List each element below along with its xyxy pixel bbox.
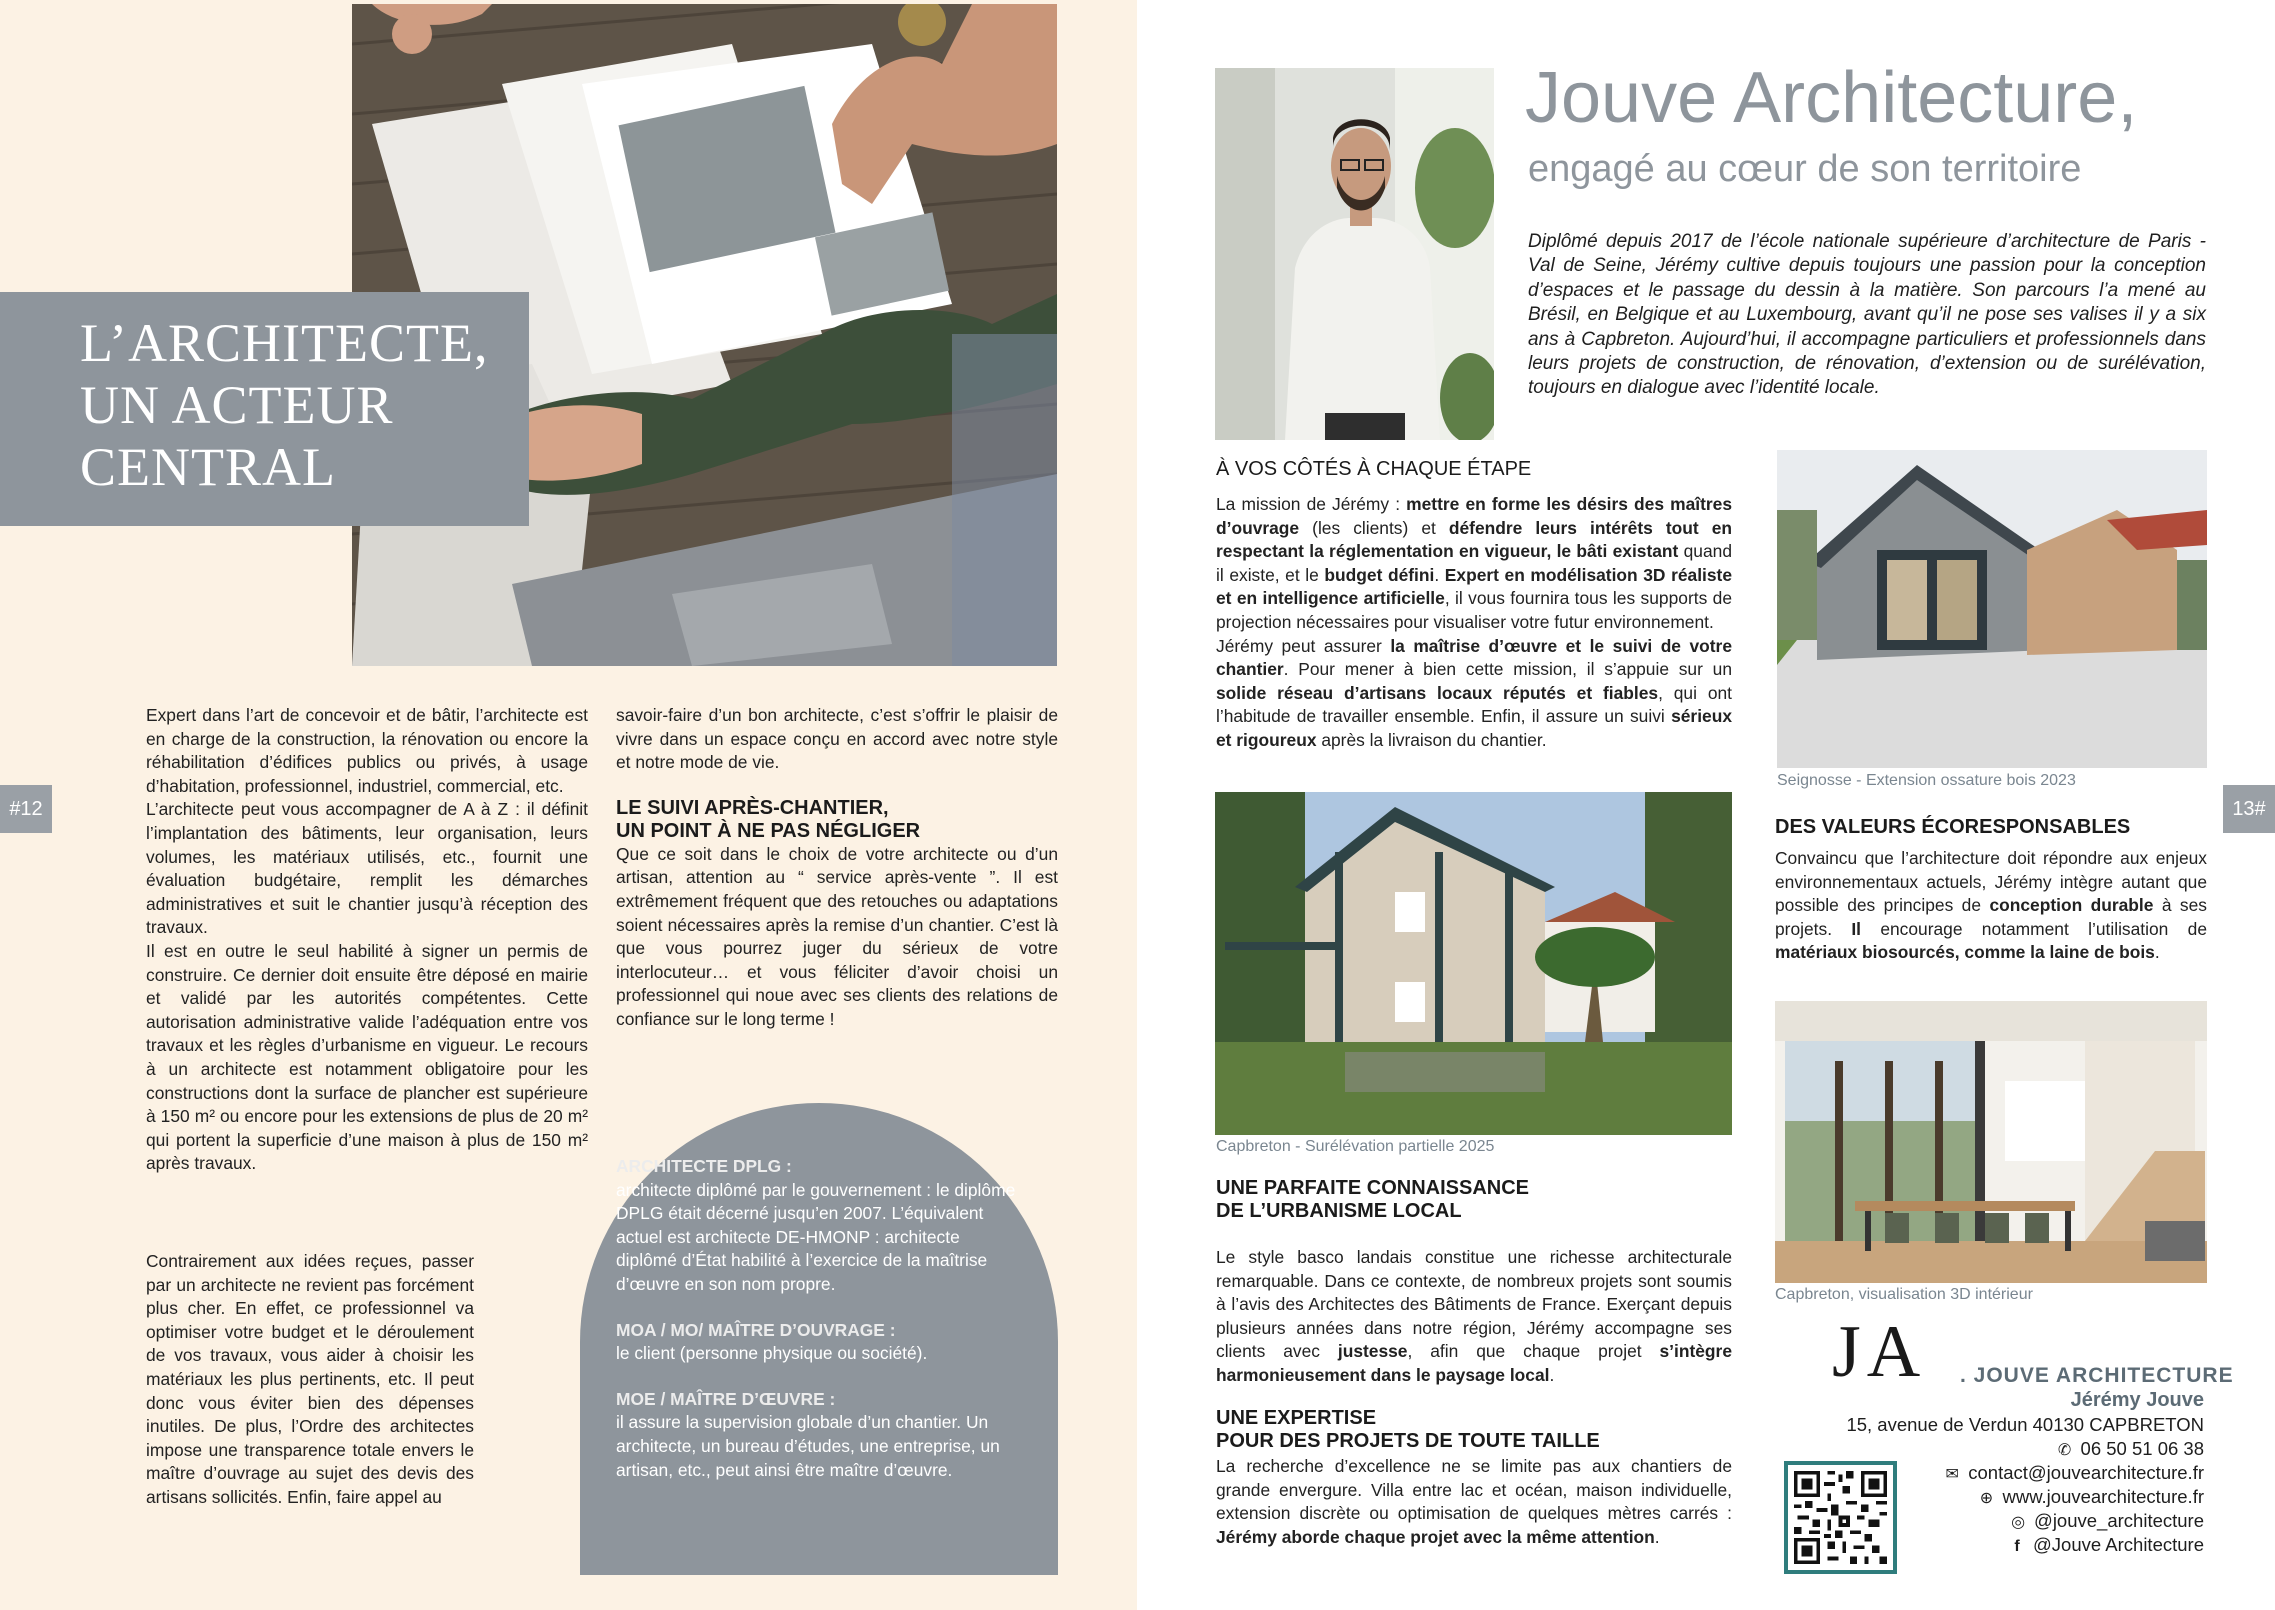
s1-bold-2: défendre leurs intérêts tout en respectant la réglementation en vigueur, le bâti existant xyxy=(1216,517,1733,562)
left-page xyxy=(0,0,1137,1610)
s1-bold-6: la maîtrise d’œuvre et le suivi de votre chantier xyxy=(1216,635,1733,680)
eco-values-heading: DES VALEURS ÉCORESPONSABLES xyxy=(1775,816,2131,838)
left-column-1 xyxy=(146,704,588,1200)
aftercare-heading-line-1: LE SUIVI APRÈS-CHANTIER, xyxy=(616,796,889,819)
s1-bold-4: Expert en modélisation 3D réaliste et en intelligence artificielle xyxy=(1216,564,1732,609)
s2-text-2: , afin que chaque projet xyxy=(1407,1341,1660,1362)
urbanism-heading-line-1: UNE PARFAITE CONNAISSANCE xyxy=(1216,1177,1529,1199)
glossary-definition-2: le client (personne physique ou société). xyxy=(616,1343,928,1364)
contact-phone-text: 06 50 51 06 38 xyxy=(2080,1438,2204,1459)
s1-text-3: quand il existe, et le xyxy=(1216,541,1732,585)
contact-email[interactable] xyxy=(1942,1461,2204,1487)
s4-text-2: à ses projets. xyxy=(1775,895,2207,939)
s1-bold-7: solide réseau d’artisans locaux réputés et fiables xyxy=(1216,682,1659,703)
qr-code-pattern xyxy=(1794,1471,1887,1564)
capbreton-house-illustration xyxy=(1215,792,1732,1135)
caption-interior: Capbreton, visualisation 3D intérieur xyxy=(1775,1286,2033,1303)
section-each-step xyxy=(1216,458,1732,753)
aftercare-heading xyxy=(616,797,1058,843)
contact-instagram[interactable] xyxy=(2008,1509,2204,1535)
contact-email-text: contact@jouvearchitecture.fr xyxy=(1968,1462,2204,1483)
contact-instagram-text: @jouve_architecture xyxy=(2034,1510,2204,1531)
glossary-term-1: ARCHITECTE DPLG xyxy=(616,1156,782,1176)
s4-bold-3: matériaux biosourcés, comme la laine de bois xyxy=(1775,942,2155,963)
caption-seignosse: Seignosse - Extension ossature bois 2023 xyxy=(1777,772,2076,789)
caption-capbreton-place: Capbreton xyxy=(1216,1138,1291,1155)
facebook-icon: f xyxy=(2014,1538,2020,1555)
s4-text-1: Convaincu que l’architecture doit répondre aux enjeux environnementaux actuels, Jérémy intègre autant que possible des principes de xyxy=(1775,848,2207,916)
section-title xyxy=(80,312,529,498)
s1-bold-3: budget défini xyxy=(1324,564,1435,585)
phone-icon: ✆ xyxy=(2057,1442,2072,1459)
s2-text-3: . xyxy=(1549,1364,1555,1385)
photo-interior-3d xyxy=(1775,1001,2207,1283)
col1-paragraph-3: Il est en outre le seul habilité à signer un permis de construire. Ce dernier doit ensuite être déposé en mairie et validé par les autorités compétentes. Cette autorisation administrative valide l’adéquation entre vos travaux et les règles d’urbanisme en vigueur. Le recours à un architecte est notamment obligatoire pour les constructions dont la surface de plancher est supérieure à 150 m² ou encore pour les extensions de plus de 20 m² qui portent la superficie d’une maison à plus de 150 m² après travaux. xyxy=(146,940,588,1174)
globe-icon: ⊕ xyxy=(1979,1490,1994,1507)
portrait-photo xyxy=(1215,68,1494,440)
section-eco-values xyxy=(1775,816,2207,965)
brand-name: . JOUVE ARCHITECTURE xyxy=(1960,1364,2234,1387)
company-intro: Diplômé depuis 2017 de l’école nationale supérieure d’architecture de Paris - Val de Seine, Jérémy cultive depuis toujours une passion pour la conception d’espaces et le passage du dessin à la matière. Son parcours l’a mené au Brésil, en Belgique et au Luxembourg, avant qu’il ne pose ses valises il y a six ans à Capbreton. Aujourd’hui, il accompagne particuliers et professionnels dans leurs projets de construction, de rénovation, d’extension ou de surélévation, toujours en dialogue avec l’identité locale. xyxy=(1528,231,2206,399)
contact-website-text: www.jouvearchitecture.fr xyxy=(2002,1486,2204,1507)
interior-illustration xyxy=(1775,1001,2207,1283)
contact-facebook[interactable] xyxy=(2007,1533,2204,1559)
col2-paragraph-1: savoir-faire d’un bon architecte, c’est s’offrir le plaisir de vivre dans un espace conçu en accord avec notre style et notre mode de vie. xyxy=(616,705,1058,773)
title-line-2: UN ACTEUR xyxy=(80,375,394,435)
title-line-3: CENTRAL xyxy=(80,437,336,497)
s1-text-9: après la livraison du chantier. xyxy=(1316,729,1547,750)
left-column-1-bottom xyxy=(146,1250,474,1510)
glossary-term-2: MOA / MO/ MAÎTRE D’OUVRAGE xyxy=(616,1319,885,1340)
photo-capbreton-elevation xyxy=(1215,792,1732,1135)
seignosse-illustration xyxy=(1777,450,2207,768)
glossary-sep-1: : xyxy=(781,1156,792,1176)
col1-paragraph-2: L’architecte peut vous accompagner de A à Z : il définit l’implantation des bâtiments, leur organisation, leurs volumes, les matériaux utilisés, etc., fournit une évaluation budgétaire, remplit les démarches administratives et suit le chantier jusqu’à réception des travaux. xyxy=(146,799,588,938)
each-step-heading: À VOS CÔTÉS À CHAQUE ÉTAPE xyxy=(1216,458,1532,480)
s1-text-5: , il vous fournira tous les supports de projection nécessaires pour visualiser votre futur environnement. xyxy=(1216,588,1733,632)
left-column-2 xyxy=(616,704,1058,1032)
s2-bold-1: justesse xyxy=(1337,1341,1408,1362)
each-step-paragraph-1 xyxy=(1216,493,1732,635)
section-urbanism xyxy=(1216,1177,1732,1388)
contact-address: 15, avenue de Verdun 40130 CAPBRETON xyxy=(1846,1414,2204,1435)
section-title-box xyxy=(0,292,529,526)
eco-values-paragraph xyxy=(1775,847,2207,965)
s1-bold-8: sérieux et rigoureux xyxy=(1216,706,1732,750)
glossary-definition-1: architecte diplômé par le gouvernement : le diplôme DPLG était décerné jusqu’en 2007. L’équivalent actuel est architecte DE-HMONP : architecte diplômé d’État habilité à l’exercice de la maîtrise d’œuvre en son nom propre. xyxy=(616,1179,1016,1294)
glossary-entry-1 xyxy=(616,1155,1018,1297)
col1-paragraph-1: Expert dans l’art de concevoir et de bâtir, l’architecte est en charge de la construction, la rénovation ou encore la réhabilitation d’édifices publics ou privés, à usage d’habitation, professionnel, industriel, commercial, etc. xyxy=(146,705,588,796)
photo-seignosse-extension xyxy=(1777,450,2207,768)
s1-text-1: La mission de Jérémy : xyxy=(1216,494,1407,514)
s4-bold-1: conception durable xyxy=(1989,895,2154,916)
expertise-paragraph xyxy=(1216,1455,1732,1549)
caption-capbreton: Capbreton - Surélévation partielle 2025 xyxy=(1216,1138,1495,1155)
glossary-definition-3: il assure la supervision globale d’un chantier. Un architecte, un bureau d’études, une entreprise, un artisan, etc., peut ainsi être maître d’œuvre. xyxy=(616,1412,1000,1480)
brand-name-text: JOUVE ARCHITECTURE xyxy=(1973,1364,2234,1387)
page-number-right: 13# xyxy=(2223,785,2275,833)
urbanism-paragraph xyxy=(1216,1246,1732,1388)
glossary-entry-2 xyxy=(616,1319,1018,1366)
s1-text-2: (les clients) et xyxy=(1299,517,1449,538)
contact-facebook-text: @Jouve Architecture xyxy=(2033,1534,2204,1555)
instagram-icon: ◎ xyxy=(2011,1514,2026,1531)
caption-seignosse-place: Seignosse xyxy=(1777,772,1852,789)
company-subtitle: engagé au cœur de son territoire xyxy=(1528,148,2082,190)
col2-paragraph-2: Que ce soit dans le choix de votre architecte ou d’un artisan, attention au “ service après-vente ”. Il est extrêmement fréquent que des retouches ou adaptations soient nécessaires après la remise d’un chantier. C’est là que vous pourrez juger du sérieux de votre interlocuteur… et vous féliciter d’avoir choisi un professionnel qui noue avec ses clients des relations de confiance sur le long terme ! xyxy=(616,843,1058,1029)
s3-text-2: . xyxy=(1654,1526,1660,1547)
s1-text-8: , qui ont l’habitude de travailler ensemble. Enfin, il assure un suivi xyxy=(1216,682,1732,727)
page-number-left: #12 xyxy=(0,785,52,833)
s1-text-7: . Pour mener à bien cette mission, il s’appuie sur un xyxy=(1283,659,1732,680)
urbanism-heading-line-2: DE L’URBANISME LOCAL xyxy=(1216,1200,1462,1222)
glossary-box xyxy=(580,1103,1058,1575)
section-expertise xyxy=(1216,1407,1732,1549)
glossary-entry-3 xyxy=(616,1388,1018,1482)
contact-phone[interactable] xyxy=(2055,1437,2204,1463)
expertise-heading-line-2: POUR DES PROJETS DE TOUTE TAILLE xyxy=(1216,1430,1600,1452)
s3-bold-1: Jérémy aborde chaque projet avec la même attention xyxy=(1216,1526,1655,1547)
expertise-heading xyxy=(1216,1407,1732,1453)
s4-text-3: encourage notamment l’utilisation de xyxy=(1861,918,2207,939)
aftercare-heading-line-2: UN POINT À NE PAS NÉGLIGER xyxy=(616,819,921,842)
qr-code[interactable] xyxy=(1784,1461,1897,1574)
s4-text-4: . xyxy=(2154,942,2160,963)
contact-website[interactable] xyxy=(1976,1485,2204,1511)
s4-bold-2: Il xyxy=(1851,918,1862,939)
s1-text-6: Jérémy peut assurer xyxy=(1216,635,1391,656)
each-step-paragraph-2 xyxy=(1216,635,1732,753)
caption-capbreton-text: Surélévation partielle 2025 xyxy=(1304,1138,1495,1155)
urbanism-heading xyxy=(1216,1177,1732,1223)
portrait-illustration xyxy=(1215,68,1494,440)
title-line-1: L’ARCHITECTE, xyxy=(80,313,489,373)
s3-text-1: La recherche d’excellence ne se limite pas aux chantiers de grande envergure. Villa entre lac et océan, maison individuelle, extension discrète ou optimisation de quelques mètres carrés : xyxy=(1216,1456,1732,1524)
mail-icon: ✉ xyxy=(1945,1466,1959,1483)
s1-text-4: . xyxy=(1434,564,1445,585)
company-logo xyxy=(1832,1311,1927,1393)
s1-bold-1: mettre en forme les désirs des maîtres d’ouvrage xyxy=(1216,494,1733,538)
glossary-sep-3: : xyxy=(824,1388,836,1409)
company-title: Jouve Architecture, xyxy=(1525,58,2138,138)
contact-person: Jérémy Jouve xyxy=(2070,1389,2204,1411)
s2-text-1: Le style basco landais constitue une richesse architecturale remarquable. Dans ce contexte, de nombreux projets sont soumis à l’avis des Architectes des Bâtiments de France. Exerçant depuis plusieurs années dans notre région, Jérémy accompagne ses clients avec xyxy=(1216,1247,1732,1362)
glossary-term-3: MOE / MAÎTRE D’ŒUVRE xyxy=(616,1388,825,1409)
expertise-heading-line-1: UNE EXPERTISE xyxy=(1216,1407,1377,1429)
logo-mark: JA xyxy=(1832,1311,1927,1393)
col1-paragraph-4: Contrairement aux idées reçues, passer par un architecte ne revient pas forcément plus cher. En effet, ce professionnel va optimiser votre budget et le déroulement de vos travaux, vous aider à choisir les matériaux les plus pertinents, etc. Il peut donc vous éviter bien des dépenses inutiles. De plus, l’Ordre des architectes impose une transparence totale envers le maître d’ouvrage au sujet des devis des artisans sollicités. Enfin, faire appel au xyxy=(146,1251,474,1507)
caption-seignosse-text: Extension ossature bois 2023 xyxy=(1865,772,2076,789)
glossary-sep-2: : xyxy=(884,1319,896,1340)
s2-bold-2: s’intègre harmonieusement dans le paysage local xyxy=(1216,1341,1732,1385)
